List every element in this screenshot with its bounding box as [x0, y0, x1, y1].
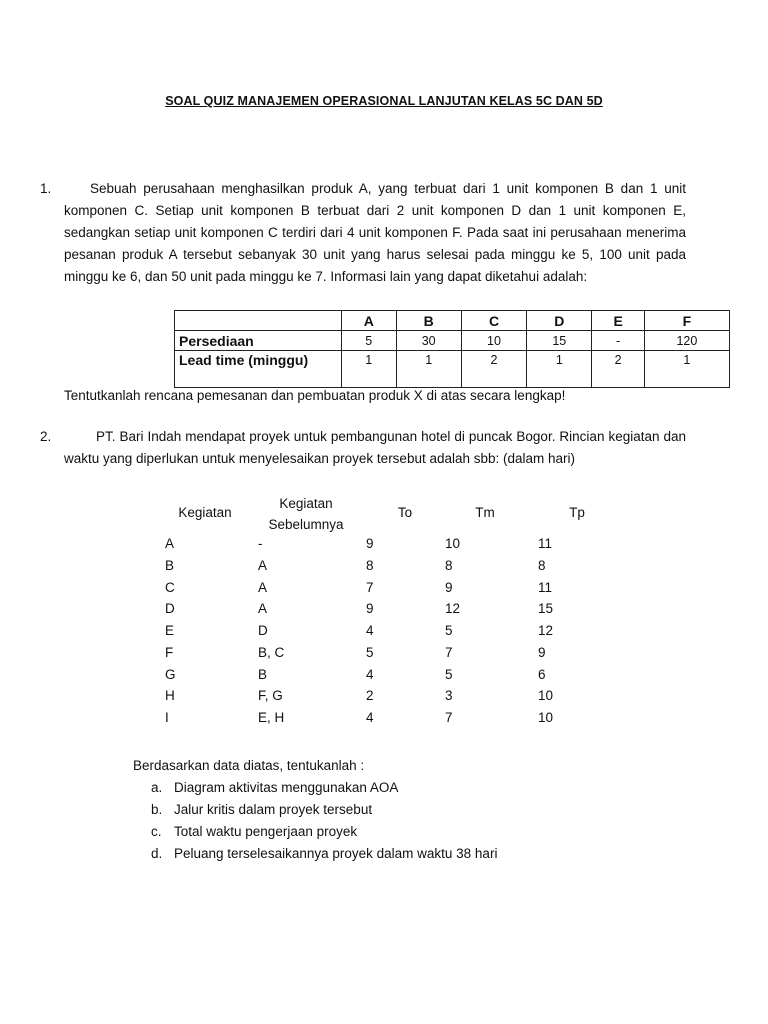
table-cell: 1: [527, 351, 592, 388]
cell-tm: 3: [445, 688, 453, 704]
task-text: Jalur kritis dalam proyek tersebut: [174, 802, 373, 817]
task-list: [133, 755, 498, 865]
table-header-cell: C: [461, 311, 526, 331]
task-text: Total waktu pengerjaan proyek: [174, 824, 358, 839]
cell-kegiatan: G: [165, 666, 176, 682]
cell-to: 5: [366, 644, 374, 660]
header-tp: Tp: [569, 505, 585, 520]
activity-row: [0, 601, 768, 623]
table-header-cell: D: [527, 311, 592, 331]
table-header-cell: F: [644, 311, 729, 331]
cell-to: 8: [366, 557, 374, 573]
task-item: [133, 843, 498, 865]
task-item: [133, 777, 399, 799]
cell-tp: 9: [538, 644, 546, 660]
table-header-cell: A: [342, 311, 397, 331]
cell-kegiatan-sebelumnya: -: [258, 536, 263, 551]
cell-tp: 11: [538, 536, 553, 551]
cell-to: 4: [366, 666, 374, 682]
table-cell: -: [592, 331, 644, 351]
table-cell: 1: [342, 351, 397, 388]
table-header-cell: E: [592, 311, 644, 331]
task-letter: d.: [151, 846, 163, 861]
cell-to: 4: [366, 623, 374, 638]
question-1-text: [64, 178, 686, 288]
row-label-persediaan: Persediaan: [175, 331, 342, 351]
cell-kegiatan: I: [165, 710, 169, 725]
cell-kegiatan-sebelumnya: B: [258, 666, 268, 682]
activity-row: [0, 623, 768, 645]
task-intro: Berdasarkan data diatas, tentukanlah :: [133, 758, 365, 773]
cell-to: 9: [366, 536, 374, 551]
cell-to: 9: [366, 601, 374, 617]
question-2-text: [64, 426, 686, 470]
table-row: [175, 351, 730, 388]
table-row: [175, 331, 730, 351]
question-1-body: Sebuah perusahaan menghasilkan produk A, yang terbuat dari 1 unit komponen B dan 1 unit komponen C. Setiap unit komponen B terbuat dari 2 unit komponen D dan 1 unit komponen E, sedangkan setiap unit komponen C terdiri dari 4 unit komponen F. Pada saat ini perusahaan menerima pesanan produk A tersebut sebanyak 30 unit yang harus selesai pada minggu ke 5, 100 unit pada minggu ke 6, dan 50 unit pada minggu ke 7. Informasi lain yang dapat diketahui adalah:: [64, 181, 686, 284]
task-item: [133, 799, 373, 821]
cell-to: 7: [366, 579, 374, 595]
cell-kegiatan: C: [165, 579, 175, 595]
task-text: Peluang terselesaikannya proyek dalam waktu 38 hari: [174, 846, 498, 861]
task-letter: c.: [151, 824, 162, 839]
cell-kegiatan-sebelumnya: D: [258, 623, 268, 638]
task-item: [133, 821, 364, 843]
table-cell: 1: [396, 351, 461, 388]
cell-tp: 12: [538, 623, 554, 638]
cell-tm: 10: [445, 536, 461, 551]
cell-tm: 8: [445, 557, 453, 573]
activity-row: [0, 667, 768, 689]
table-cell: 30: [396, 331, 461, 351]
activity-row: [0, 580, 768, 602]
task-letter: a.: [151, 780, 163, 795]
table-header-cell: B: [396, 311, 461, 331]
cell-kegiatan: A: [165, 536, 175, 551]
cell-kegiatan: E: [165, 623, 175, 638]
row-label-lead-time: Lead time (minggu): [175, 351, 342, 388]
cell-tm: 5: [445, 666, 453, 682]
cell-kegiatan-sebelumnya: A: [258, 579, 268, 595]
cell-tp: 6: [538, 666, 546, 682]
activity-row: [0, 688, 768, 710]
question-2-body: PT. Bari Indah mendapat proyek untuk pembangunan hotel di puncak Bogor. Rincian kegiatan dan waktu yang diperlukan untuk menyelesaikan proyek tersebut adalah sbb: (dalam hari): [64, 429, 686, 466]
table-cell: 2: [461, 351, 526, 388]
header-to: To: [397, 505, 413, 520]
cell-to: 2: [366, 688, 374, 704]
cell-tm: 12: [445, 601, 461, 617]
activity-row: [0, 558, 768, 580]
header-tm: Tm: [475, 505, 495, 520]
table-cell: 10: [461, 331, 526, 351]
cell-kegiatan: H: [165, 688, 175, 704]
task-letter: b.: [151, 802, 163, 817]
activity-row: [0, 645, 768, 667]
cell-tm: 9: [445, 579, 453, 595]
document-title: SOAL QUIZ MANAJEMEN OPERASIONAL LANJUTAN KELAS 5C DAN 5D: [165, 94, 603, 108]
question-1-instruction: Tentutkanlah rencana pemesanan dan pembuatan produk X di atas secara lengkap!: [64, 388, 566, 403]
cell-kegiatan: B: [165, 557, 175, 573]
question-2-number: 2.: [40, 429, 52, 444]
table-cell: 1: [644, 351, 729, 388]
cell-tp: 15: [538, 601, 554, 617]
activity-row: [0, 710, 768, 732]
cell-tp: 8: [538, 557, 546, 573]
cell-kegiatan-sebelumnya: B, C: [258, 644, 285, 660]
table-cell: 5: [342, 331, 397, 351]
cell-kegiatan-sebelumnya: F, G: [258, 688, 283, 704]
cell-tm: 5: [445, 623, 453, 638]
cell-tp: 10: [538, 688, 554, 704]
question-1-number: 1.: [40, 181, 52, 196]
activity-row: [0, 536, 768, 558]
inventory-table: [174, 310, 730, 388]
header-kegiatan: Kegiatan: [178, 505, 232, 520]
cell-kegiatan-sebelumnya: A: [258, 557, 268, 573]
table-cell: 2: [592, 351, 644, 388]
header-kegiatan-sebelumnya: Kegiatan Sebelumnya: [268, 496, 344, 532]
cell-to: 4: [366, 710, 374, 725]
cell-kegiatan: D: [165, 601, 175, 617]
cell-kegiatan-sebelumnya: E, H: [258, 710, 285, 725]
cell-tm: 7: [445, 644, 453, 660]
table-cell: 120: [644, 331, 729, 351]
cell-tp: 11: [538, 579, 553, 595]
cell-tm: 7: [445, 710, 453, 725]
table-corner-cell: [175, 311, 342, 331]
cell-tp: 10: [538, 710, 554, 725]
task-text: Diagram aktivitas menggunakan AOA: [174, 780, 399, 795]
cell-kegiatan-sebelumnya: A: [258, 601, 268, 617]
table-cell: 15: [527, 331, 592, 351]
cell-kegiatan: F: [165, 644, 174, 660]
